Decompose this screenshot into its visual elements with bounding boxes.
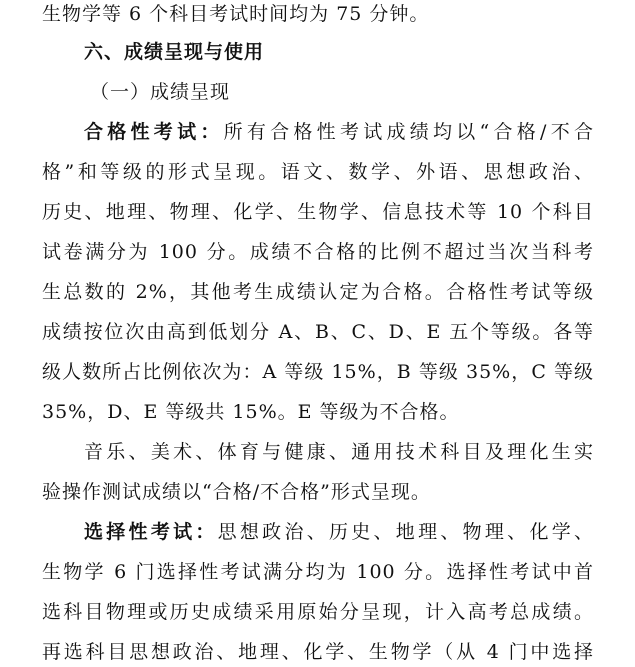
paragraph-line: 35%，D、E 等级共 15%。E 等级为不合格。 (42, 401, 460, 423)
paragraph-line: 选科目物理或历史成绩采用原始分呈现，计入高考总成绩。 (42, 601, 594, 623)
paragraph-line: 历史、地理、物理、化学、生物学、信息技术等 10 个科目 (42, 201, 594, 223)
paragraph-text: 所有合格性考试成绩均以“合格/不合 (223, 121, 594, 143)
paragraph-line: 级人数所占比例依次为：A 等级 15%，B 等级 35%，C 等级 (42, 361, 594, 383)
selective-exam-label: 选择性考试： (84, 521, 218, 543)
paragraph-line: 成绩按位次由高到低划分 A、B、C、D、E 五个等级。各等 (42, 321, 594, 343)
paragraph-line: 格”和等级的形式呈现。语文、数学、外语、思想政治、 (42, 161, 594, 183)
subsection-title: （一）成绩呈现 (90, 81, 231, 103)
paragraph-line: 试卷满分为 100 分。成绩不合格的比例不超过当次当科考 (42, 241, 594, 263)
paragraph-line: 验操作测试成绩以“合格/不合格”形式呈现。 (42, 481, 431, 503)
paragraph-line (84, 520, 594, 544)
paragraph-line: 再选科目思想政治、地理、化学、生物学（从 4 门中选择 (42, 641, 594, 663)
paragraph-line (84, 120, 594, 144)
section-title: 六、成绩呈现与使用 (84, 41, 265, 63)
paragraph-text: 思想政治、历史、地理、物理、化学、 (217, 521, 594, 543)
text-line: 生物学等 6 个科目考试时间均为 75 分钟。 (42, 3, 430, 25)
paragraph-line: 生总数的 2%，其他考生成绩认定为合格。合格性考试等级 (42, 281, 594, 303)
paragraph-line: 生物学 6 门选择性考试满分均为 100 分。选择性考试中首 (42, 561, 594, 583)
paragraph-line: 音乐、美术、体育与健康、通用技术科目及理化生实 (84, 441, 594, 463)
passing-exam-label: 合格性考试： (84, 121, 224, 143)
